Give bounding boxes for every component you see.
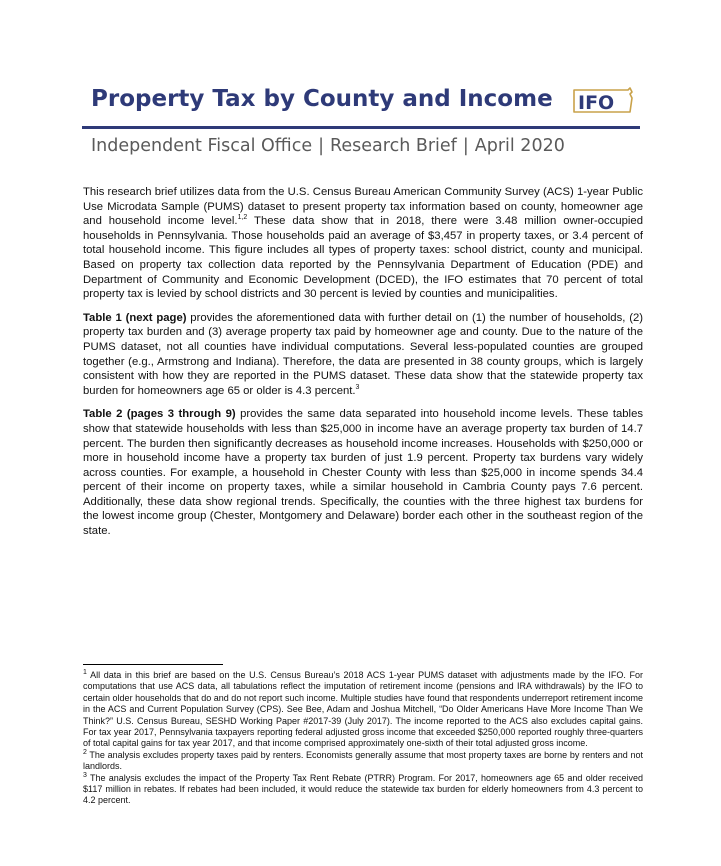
logo-text: IFO [578, 92, 615, 114]
subtitle-office: Independent Fiscal Office [91, 136, 313, 156]
paragraph-table1: Table 1 (next page) provides the aforementioned data with further detail on (1) the number of households, (2) property tax burden and (3) average property tax paid by homeowner age and county. Due to the nature of the PUMS dataset, not all counties have individual computations. Several less-populated counties are grouped together (e.g., Armstrong and Indiana). Therefore, the data are presented in 38 county groups, which is largely consistent with how they are reported in the PUMS dataset. These data show that the statewide property tax burden for homeowners age 65 or older is 4.3 percent.$^3$ [83, 311, 643, 397]
subtitle-separator: | [318, 136, 325, 156]
footnote-2: $^2$ The analysis excludes property taxes paid by renters. Economists generally assume that most property taxes are borne by renters and not landlords. [83, 748, 643, 772]
body-text [83, 185, 643, 548]
paragraph-table2: Table 2 (pages 3 through 9) provides the same data separated into household income levels. These tables show that statewide households with less than $25,000 in income have an average property tax burden of 14.7 percent. The burden then significantly decreases as household income increases. Households with $250,000 or more in household income have a property tax burden of just 1.9 percent. Property tax burdens vary widely across counties. For example, a household in Chester County with less than $25,000 in income spends 34.4 percent of their income on property taxes, while a similar household in Cambria County pays 7.6 percent. Additionally, these data show regional trends. Specifically, the counties with the three highest tax burdens for the lowest income group (Chester, Montgomery and Delaware) border each other in the southeast region of the state. [83, 408, 643, 538]
footnote-3: $^3$ The analysis excludes the impact of the Property Tax Rent Rebate (PTRR) Program. For 2017, homeowners age 65 and older received $117 million in rebates. If rebates had been included, it would reduce the statewide tax burden for elderly homeowners from 4.3 percent to 4.2 percent. [83, 771, 643, 806]
page-title: Property Tax by County and Income [91, 86, 553, 112]
subtitle-date: April 2020 [474, 136, 565, 156]
paragraph-intro: This research brief utilizes data from the U.S. Census Bureau American Community Survey (ACS) 1-year Public Use Microdata Sample (PUMS) dataset to present property tax information based on county, homeowner age and household income level.$^{1,2}$ These data show that in 2018, there were 3.48 million owner-occupied households in Pennsylvania. Those households paid an average of $3,457 in property taxes, or 3.4 percent of total household income. This figure includes all types of property taxes: school district, county and municipal. Based on property tax collection data reported by the Pennsylvania Department of Education (PDE) and Department of Community and Economic Development (DCED), the IFO estimates that 70 percent of total property tax is levied by school districts and 30 percent is levied by counties and municipalities. [83, 186, 643, 301]
subtitle-type: Research Brief [330, 136, 457, 156]
table1-reference: Table 1 (next page) [83, 311, 187, 324]
ifo-logo [568, 84, 638, 118]
subtitle [91, 136, 565, 156]
footnote-divider [83, 664, 223, 665]
footnotes [83, 670, 643, 807]
footnote-1: $^1$ All data in this brief are based on the U.S. Census Bureau’s 2018 ACS 1-year PUMS dataset with adjustments made by the IFO. For computations that use ACS data, all tabulations reflect the imputation of retirement income (pensions and IRA withdrawals) by the IFO to certain older households that do and do not report such income. Multiple studies have found that respondents underreport retirement income in the ACS and Current Population Survey (CPS). See Bee, Adam and Joshua Mitchell, “Do Older Americans Have More Income Than We Think?” U.S. Census Bureau, SESHD Working Paper #2017-39 (July 2017). The income reported to the ACS also excludes capital gains. For tax year 2017, Pennsylvania taxpayers reporting federal adjusted gross income that exceeded $250,000 reported roughly three-quarters of total capital gains for tax year 2017, and that income comprised approximately one-sixth of their total adjusted gross income. [83, 669, 643, 749]
title-rule [82, 126, 640, 129]
footnote-ref[interactable]: 1,2 [237, 214, 248, 222]
footnote-ref[interactable]: 3 [355, 383, 360, 391]
subtitle-separator: | [462, 136, 469, 156]
table2-reference: Table 2 (pages 3 through 9) [83, 408, 236, 421]
